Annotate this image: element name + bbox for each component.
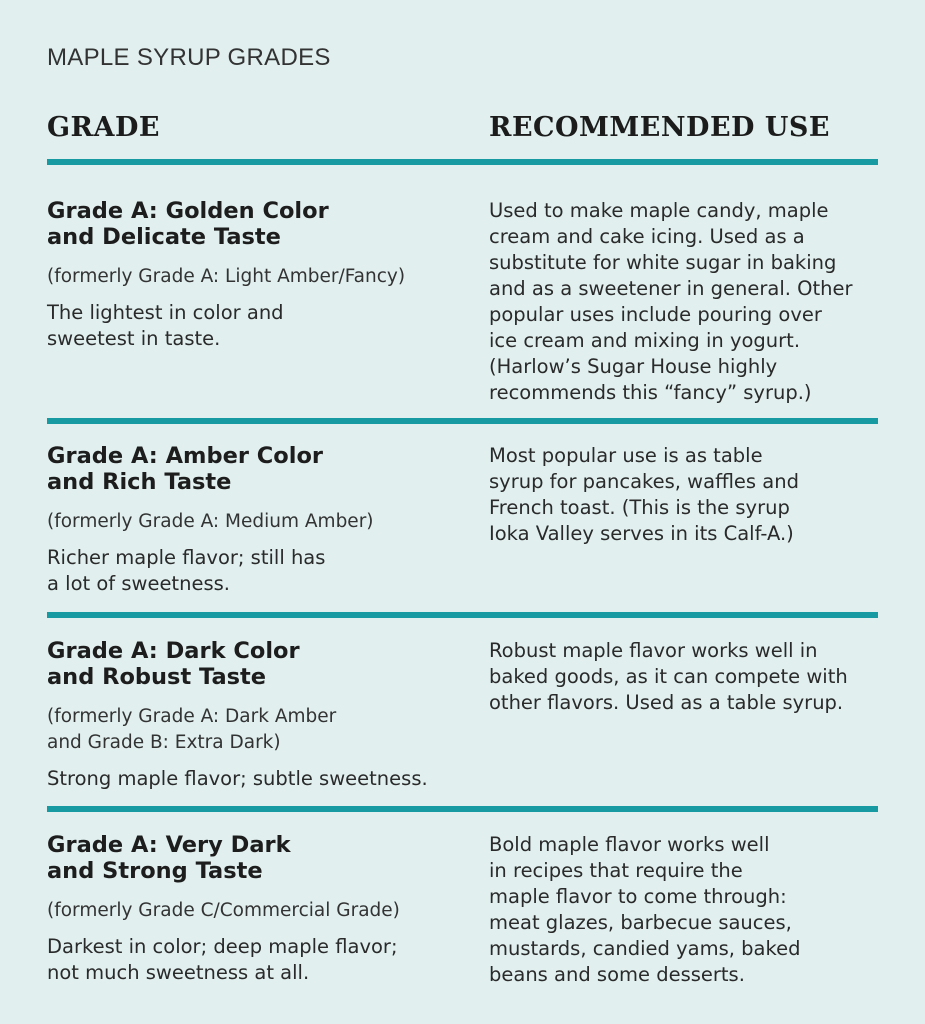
row-divider <box>47 806 878 812</box>
grade-name: Grade A: Very Dark and Strong Taste <box>47 832 291 884</box>
row-divider <box>47 418 878 424</box>
header-divider <box>47 159 878 165</box>
former-grade-note: (formerly Grade A: Medium Amber) <box>47 511 374 532</box>
use-cell <box>489 198 879 406</box>
grade-cell <box>47 638 457 792</box>
grade-name: Grade A: Dark Color and Robust Taste <box>47 638 300 690</box>
grade-cell <box>47 832 457 986</box>
grade-description: Darkest in color; deep maple flavor; not much sweetness at all. <box>47 935 398 984</box>
use-cell <box>489 832 879 988</box>
former-grade-note: (formerly Grade A: Dark Amber and Grade B: Extra Dark) <box>47 706 337 753</box>
grade-description: Strong maple flavor; subtle sweetness. <box>47 767 428 790</box>
recommended-use-text: Most popular use is as table syrup for pancakes, waffles and French toast. (This is the syrup Ioka Valley serves in its Calf-A.) <box>489 444 799 545</box>
grade-cell <box>47 198 457 352</box>
recommended-use-text: Robust maple flavor works well in baked goods, as it can compete with other flavors. Used as a table syrup. <box>489 639 848 714</box>
former-grade-note: (formerly Grade A: Light Amber/Fancy) <box>47 266 406 287</box>
recommended-use-column-header: RECOMMENDED USE <box>489 112 830 143</box>
grade-name: Grade A: Golden Color and Delicate Taste <box>47 198 329 250</box>
row-divider <box>47 612 878 618</box>
grade-cell <box>47 443 457 597</box>
grade-description: Richer maple flavor; still has a lot of sweetness. <box>47 546 326 595</box>
grade-description: The lightest in color and sweetest in taste. <box>47 301 284 350</box>
use-cell <box>489 443 879 547</box>
grade-name: Grade A: Amber Color and Rich Taste <box>47 443 323 495</box>
grade-column-header: GRADE <box>47 112 160 143</box>
recommended-use-text: Bold maple flavor works well in recipes that require the maple flavor to come through: meat glazes, barbecue sauces, mustards, candied yams, baked beans and some desserts. <box>489 833 801 986</box>
page-title: MAPLE SYRUP GRADES <box>47 44 331 71</box>
former-grade-note: (formerly Grade C/Commercial Grade) <box>47 900 400 921</box>
recommended-use-text: Used to make maple candy, maple cream and cake icing. Used as a substitute for white sugar in baking and as a sweetener in general. Other popular uses include pouring over ice cream and mixing in yogurt. (Harlow’s Sugar House highly recommends this “fancy” syrup.) <box>489 199 853 404</box>
use-cell <box>489 638 879 716</box>
